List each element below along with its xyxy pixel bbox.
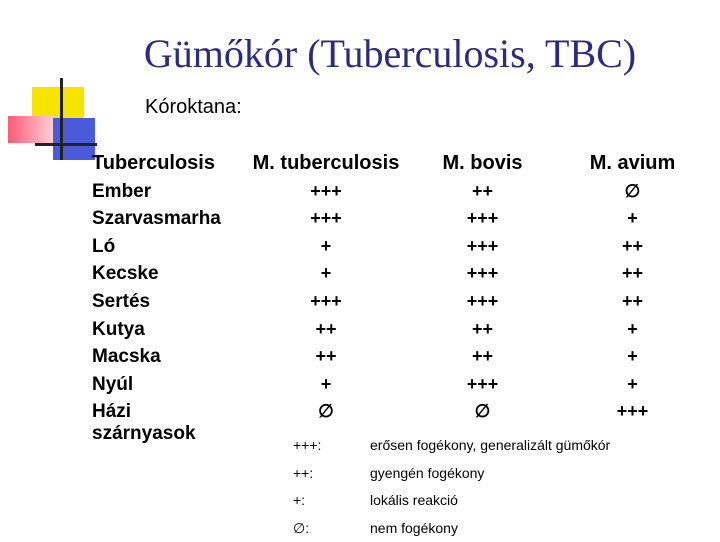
- cell-m-avium: +: [555, 343, 710, 371]
- slide-subtitle: Kóroktana:: [145, 95, 242, 119]
- slide-title: Gümőkór (Tuberculosis, TBC): [0, 30, 720, 78]
- legend-table: [293, 432, 610, 542]
- susceptibility-table: [92, 150, 710, 426]
- cell-m-tuberculosis: +: [242, 260, 410, 288]
- cell-m-tuberculosis: +++: [242, 288, 410, 316]
- cell-m-avium: ++: [555, 233, 710, 261]
- row-animal: Ló: [92, 233, 242, 261]
- table-row: [92, 233, 710, 261]
- cell-m-bovis: ∅: [410, 398, 555, 426]
- row-animal: Házi: [92, 398, 242, 426]
- cell-m-avium: +: [555, 205, 710, 233]
- cell-m-bovis: ++: [410, 316, 555, 344]
- cell-m-avium: +++: [555, 398, 710, 426]
- cell-m-tuberculosis: ∅: [242, 398, 410, 426]
- header-tuberculosis: Tuberculosis: [92, 150, 242, 178]
- legend-row: [293, 460, 610, 488]
- row-animal: Szarvasmarha: [92, 205, 242, 233]
- cell-m-tuberculosis: ++: [242, 316, 410, 344]
- legend-symbol: +++:: [293, 432, 370, 460]
- table-row: [92, 260, 710, 288]
- cell-m-tuberculosis: +: [242, 233, 410, 261]
- header-m-bovis: M. bovis: [410, 150, 555, 178]
- table-header-row: [92, 150, 710, 178]
- table-row: [92, 343, 710, 371]
- cell-m-bovis: +++: [410, 260, 555, 288]
- table-row: [92, 205, 710, 233]
- cell-m-bovis: ++: [410, 343, 555, 371]
- row-animal-continuation: szárnyasok: [92, 420, 196, 447]
- cell-m-avium: ∅: [555, 178, 710, 206]
- row-animal: Nyúl: [92, 371, 242, 399]
- decor-horizontal-line: [35, 143, 97, 146]
- cell-m-tuberculosis: +++: [242, 178, 410, 206]
- table-row: [92, 288, 710, 316]
- cell-m-bovis: +++: [410, 288, 555, 316]
- row-animal: Kecske: [92, 260, 242, 288]
- legend-text: nem fogékony: [370, 515, 610, 542]
- cell-m-avium: +: [555, 371, 710, 399]
- cell-m-avium: ++: [555, 288, 710, 316]
- cell-m-tuberculosis: +: [242, 371, 410, 399]
- legend-symbol: ++:: [293, 460, 370, 488]
- cell-m-bovis: +++: [410, 205, 555, 233]
- table-row: [92, 316, 710, 344]
- cell-m-bovis: +++: [410, 371, 555, 399]
- legend-text: lokális reakció: [370, 487, 610, 515]
- row-animal: Kutya: [92, 316, 242, 344]
- cell-m-tuberculosis: ++: [242, 343, 410, 371]
- header-m-tuberculosis: M. tuberculosis: [242, 150, 410, 178]
- cell-m-bovis: ++: [410, 178, 555, 206]
- legend-symbol: +:: [293, 487, 370, 515]
- legend-text: erősen fogékony, generalizált gümőkór: [370, 432, 610, 460]
- decor-vertical-line: [60, 78, 63, 160]
- legend-row: [293, 487, 610, 515]
- header-m-avium: M. avium: [555, 150, 710, 178]
- table-row: [92, 371, 710, 399]
- legend-text: gyengén fogékony: [370, 460, 610, 488]
- row-animal: Macska: [92, 343, 242, 371]
- table-row: [92, 178, 710, 206]
- legend-symbol: ∅:: [293, 515, 370, 542]
- cell-m-avium: ++: [555, 260, 710, 288]
- cell-m-avium: +: [555, 316, 710, 344]
- decor-red-bar: [8, 116, 54, 143]
- legend-row: [293, 432, 610, 460]
- row-animal: Ember: [92, 178, 242, 206]
- cell-m-bovis: +++: [410, 233, 555, 261]
- row-animal: Sertés: [92, 288, 242, 316]
- legend-row: [293, 515, 610, 542]
- cell-m-tuberculosis: +++: [242, 205, 410, 233]
